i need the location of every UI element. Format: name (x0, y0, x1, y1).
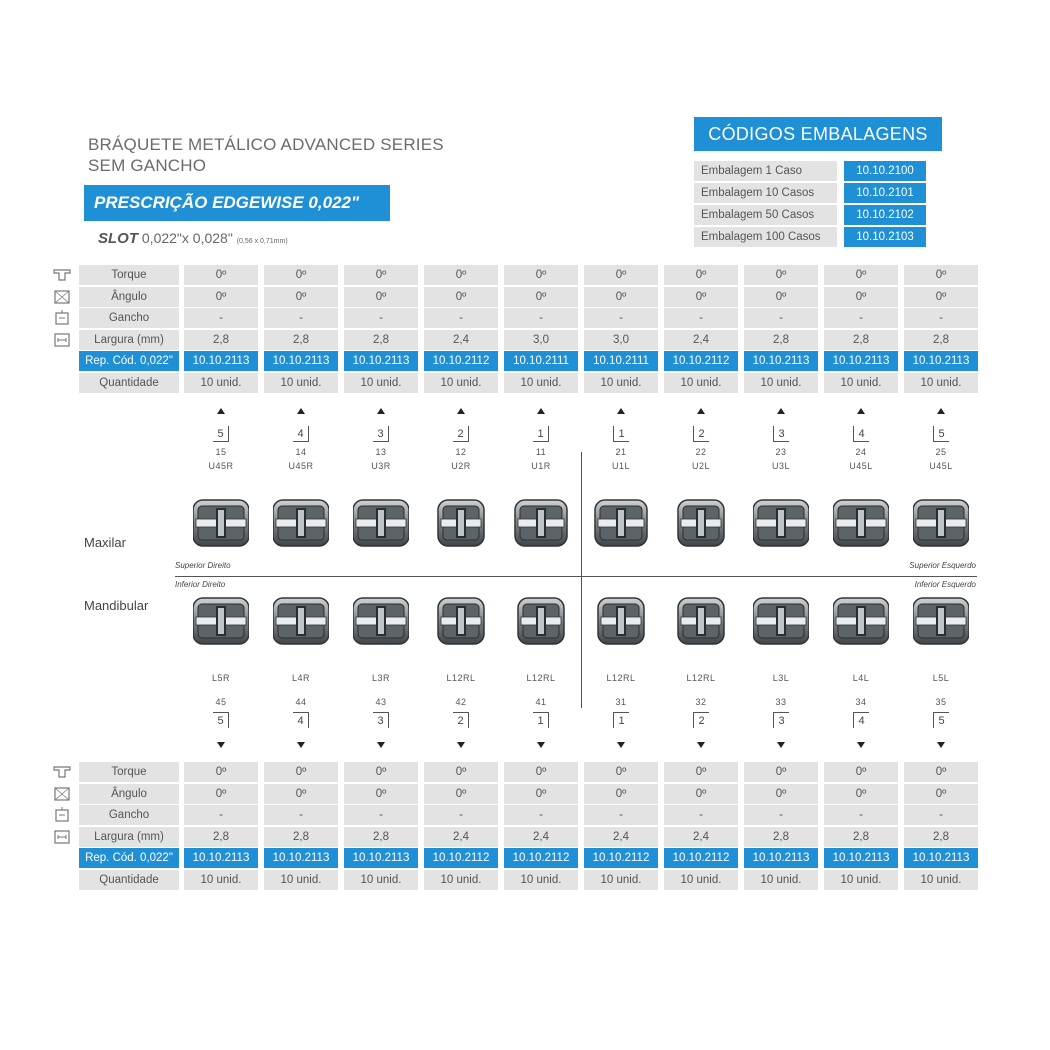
occlusal-line (175, 576, 977, 577)
slot-type-upper: U45R (288, 461, 314, 471)
bracket-upper-icon (913, 495, 969, 551)
packaging-code: 10.10.2102 (844, 205, 926, 225)
upper-cell-code: 10.10.2113 (904, 351, 978, 371)
palmer-upper: 5 (213, 426, 229, 442)
upper-cell-angle: 0º (424, 287, 498, 307)
product-title-line2: SEM GANCHO (88, 156, 207, 175)
upper-cell-width: 3,0 (584, 330, 658, 350)
lower-cell-qty: 10 unid. (264, 870, 338, 890)
slot-label: SLOT (98, 230, 138, 247)
bracket-lower-icon (273, 593, 329, 649)
lower-cell-code: 10.10.2113 (744, 848, 818, 868)
upper-row-label: Rep. Cód. 0,022" (79, 351, 179, 371)
bracket-lower-icon (593, 593, 649, 649)
lower-cell-qty: 10 unid. (424, 870, 498, 890)
lower-cell-hook: - (424, 805, 498, 825)
lower-cell-angle: 0º (744, 784, 818, 804)
upper-cell-hook: - (424, 308, 498, 328)
upper-cell-width: 2,4 (664, 330, 738, 350)
fdi-lower: 33 (775, 697, 787, 707)
bracket-lower-icon (513, 593, 569, 649)
hook-icon (52, 807, 72, 823)
lower-cell-hook: - (904, 805, 978, 825)
torque-icon (52, 764, 72, 780)
upper-cell-code: 10.10.2113 (344, 351, 418, 371)
slot-type-lower: L4L (852, 673, 870, 683)
upper-cell-width: 2,4 (424, 330, 498, 350)
lower-cell-qty: 10 unid. (664, 870, 738, 890)
slot-type-upper: U2R (451, 461, 471, 471)
slot-type-lower: L12RL (606, 673, 636, 683)
upper-cell-torque: 0º (184, 265, 258, 285)
up-arrow-icon (777, 408, 785, 414)
lower-row-label: Ângulo (79, 784, 179, 804)
lower-cell-torque: 0º (744, 762, 818, 782)
lower-cell-angle: 0º (424, 784, 498, 804)
palmer-upper: 4 (293, 426, 309, 442)
slot-type-lower: L5R (211, 673, 230, 683)
slot-type-upper: U1L (611, 461, 630, 471)
slot-type-upper: U45R (208, 461, 234, 471)
packaging-row (694, 161, 926, 181)
angle-icon (52, 289, 72, 305)
slot-type-lower: L3L (772, 673, 790, 683)
upper-cell-qty: 10 unid. (344, 373, 418, 393)
upper-cell-angle: 0º (504, 287, 578, 307)
fdi-lower: 43 (375, 697, 387, 707)
slot-type-lower: L5L (932, 673, 950, 683)
up-arrow-icon (217, 408, 225, 414)
palmer-lower: 4 (853, 712, 869, 728)
upper-cell-torque: 0º (504, 265, 578, 285)
lower-cell-qty: 10 unid. (744, 870, 818, 890)
upper-cell-torque: 0º (824, 265, 898, 285)
upper-cell-angle: 0º (664, 287, 738, 307)
upper-cell-torque: 0º (904, 265, 978, 285)
palmer-lower: 1 (613, 712, 629, 728)
lower-cell-code: 10.10.2113 (344, 848, 418, 868)
upper-cell-hook: - (504, 308, 578, 328)
down-arrow-icon (537, 742, 545, 748)
width-icon (52, 829, 72, 845)
lower-cell-width: 2,4 (664, 827, 738, 847)
down-arrow-icon (937, 742, 945, 748)
packaging-code: 10.10.2101 (844, 183, 926, 203)
slot-type-upper: U3R (371, 461, 391, 471)
slot-type-lower: L12RL (686, 673, 716, 683)
lower-cell-torque: 0º (904, 762, 978, 782)
fdi-upper: 13 (375, 447, 387, 457)
upper-cell-qty: 10 unid. (824, 373, 898, 393)
upper-cell-torque: 0º (264, 265, 338, 285)
packaging-label: Embalagem 1 Caso (694, 161, 837, 181)
packaging-label: Embalagem 50 Casos (694, 205, 837, 225)
fdi-upper: 14 (295, 447, 307, 457)
slot-type-lower: L12RL (526, 673, 556, 683)
slot-type-lower: L4R (291, 673, 310, 683)
fdi-lower: 35 (935, 697, 947, 707)
mandibular-label: Mandibular (84, 598, 149, 613)
lower-cell-torque: 0º (824, 762, 898, 782)
lower-cell-qty: 10 unid. (584, 870, 658, 890)
hook-icon (52, 310, 72, 326)
lower-cell-torque: 0º (344, 762, 418, 782)
fdi-lower: 31 (615, 697, 627, 707)
palmer-upper: 2 (693, 426, 709, 442)
upper-cell-hook: - (744, 308, 818, 328)
bracket-upper-icon (833, 495, 889, 551)
upper-cell-hook: - (904, 308, 978, 328)
lower-cell-code: 10.10.2112 (664, 848, 738, 868)
lower-cell-width: 2,8 (744, 827, 818, 847)
upper-cell-width: 2,8 (264, 330, 338, 350)
lower-cell-code: 10.10.2112 (424, 848, 498, 868)
palmer-upper: 3 (373, 426, 389, 442)
fdi-upper: 15 (215, 447, 227, 457)
lower-row-label: Rep. Cód. 0,022" (79, 848, 179, 868)
upper-cell-code: 10.10.2112 (664, 351, 738, 371)
bracket-upper-icon (593, 495, 649, 551)
lower-cell-width: 2,8 (264, 827, 338, 847)
fdi-lower: 34 (855, 697, 867, 707)
upper-cell-code: 10.10.2112 (424, 351, 498, 371)
bracket-upper-icon (513, 495, 569, 551)
upper-cell-code: 10.10.2113 (184, 351, 258, 371)
upper-cell-qty: 10 unid. (424, 373, 498, 393)
slot-type-lower: L12RL (446, 673, 476, 683)
lower-cell-width: 2,4 (424, 827, 498, 847)
lower-cell-angle: 0º (504, 784, 578, 804)
upper-cell-qty: 10 unid. (184, 373, 258, 393)
fdi-upper: 23 (775, 447, 787, 457)
lower-cell-hook: - (664, 805, 738, 825)
lower-cell-code: 10.10.2113 (824, 848, 898, 868)
upper-cell-angle: 0º (264, 287, 338, 307)
packaging-label: Embalagem 100 Casos (694, 227, 837, 247)
slot-value: 0,022"x 0,028" (138, 230, 233, 246)
fdi-upper: 21 (615, 447, 627, 457)
maxilar-label: Maxilar (84, 535, 126, 550)
upper-cell-width: 2,8 (824, 330, 898, 350)
packaging-row (694, 183, 926, 203)
upper-cell-width: 2,8 (904, 330, 978, 350)
upper-cell-code: 10.10.2111 (584, 351, 658, 371)
lower-row-label: Torque (79, 762, 179, 782)
lower-cell-code: 10.10.2113 (904, 848, 978, 868)
lower-cell-hook: - (264, 805, 338, 825)
lower-cell-hook: - (824, 805, 898, 825)
prescription-banner: PRESCRIÇÃO EDGEWISE 0,022" (84, 185, 390, 221)
quadrant-lower-left: Inferior Esquerdo (914, 580, 976, 589)
upper-cell-qty: 10 unid. (904, 373, 978, 393)
lower-cell-qty: 10 unid. (904, 870, 978, 890)
lower-cell-hook: - (584, 805, 658, 825)
lower-cell-qty: 10 unid. (824, 870, 898, 890)
upper-cell-torque: 0º (664, 265, 738, 285)
lower-cell-angle: 0º (904, 784, 978, 804)
product-title (88, 134, 444, 176)
upper-cell-torque: 0º (424, 265, 498, 285)
upper-cell-code: 10.10.2113 (264, 351, 338, 371)
lower-cell-hook: - (344, 805, 418, 825)
down-arrow-icon (697, 742, 705, 748)
lower-cell-angle: 0º (584, 784, 658, 804)
fdi-upper: 24 (855, 447, 867, 457)
upper-cell-code: 10.10.2111 (504, 351, 578, 371)
upper-cell-qty: 10 unid. (664, 373, 738, 393)
lower-cell-code: 10.10.2112 (584, 848, 658, 868)
lower-cell-qty: 10 unid. (504, 870, 578, 890)
slot-type-upper: U3L (771, 461, 790, 471)
bracket-upper-icon (273, 495, 329, 551)
lower-cell-angle: 0º (184, 784, 258, 804)
angle-icon (52, 786, 72, 802)
product-title-line1: BRÁQUETE METÁLICO ADVANCED SERIES (88, 135, 444, 154)
lower-row-label: Largura (mm) (79, 827, 179, 847)
lower-cell-width: 2,8 (904, 827, 978, 847)
slot-type-upper: U45L (929, 461, 953, 471)
bracket-lower-icon (753, 593, 809, 649)
quadrant-upper-right: Superior Direito (175, 561, 231, 570)
lower-cell-width: 2,8 (344, 827, 418, 847)
up-arrow-icon (937, 408, 945, 414)
lower-cell-torque: 0º (664, 762, 738, 782)
lower-cell-code: 10.10.2112 (504, 848, 578, 868)
up-arrow-icon (457, 408, 465, 414)
lower-cell-width: 2,8 (184, 827, 258, 847)
upper-cell-torque: 0º (744, 265, 818, 285)
palmer-lower: 2 (453, 712, 469, 728)
palmer-upper: 1 (613, 426, 629, 442)
midline (581, 452, 582, 708)
bracket-lower-icon (353, 593, 409, 649)
lower-row-label: Quantidade (79, 870, 179, 890)
upper-cell-hook: - (264, 308, 338, 328)
bracket-lower-icon (193, 593, 249, 649)
packaging-code: 10.10.2103 (844, 227, 926, 247)
up-arrow-icon (857, 408, 865, 414)
upper-cell-torque: 0º (584, 265, 658, 285)
palmer-lower: 1 (533, 712, 549, 728)
palmer-lower: 4 (293, 712, 309, 728)
palmer-lower: 3 (773, 712, 789, 728)
upper-cell-angle: 0º (584, 287, 658, 307)
upper-cell-qty: 10 unid. (584, 373, 658, 393)
slot-type-upper: U1R (531, 461, 551, 471)
down-arrow-icon (617, 742, 625, 748)
upper-cell-hook: - (584, 308, 658, 328)
fdi-upper: 12 (455, 447, 467, 457)
up-arrow-icon (537, 408, 545, 414)
upper-cell-hook: - (344, 308, 418, 328)
upper-cell-angle: 0º (184, 287, 258, 307)
quadrant-lower-right: Inferior Direito (175, 580, 226, 589)
upper-cell-angle: 0º (344, 287, 418, 307)
fdi-upper: 11 (535, 447, 547, 457)
down-arrow-icon (457, 742, 465, 748)
up-arrow-icon (617, 408, 625, 414)
up-arrow-icon (697, 408, 705, 414)
upper-cell-qty: 10 unid. (744, 373, 818, 393)
lower-row-label: Gancho (79, 805, 179, 825)
packaging-codes-title: CÓDIGOS EMBALAGENS (694, 117, 942, 151)
fdi-lower: 42 (455, 697, 467, 707)
width-icon (52, 332, 72, 348)
bracket-lower-icon (833, 593, 889, 649)
lower-cell-angle: 0º (664, 784, 738, 804)
down-arrow-icon (857, 742, 865, 748)
lower-cell-code: 10.10.2113 (184, 848, 258, 868)
upper-cell-hook: - (664, 308, 738, 328)
upper-cell-width: 2,8 (744, 330, 818, 350)
upper-cell-angle: 0º (824, 287, 898, 307)
down-arrow-icon (377, 742, 385, 748)
upper-cell-code: 10.10.2113 (744, 351, 818, 371)
bracket-lower-icon (433, 593, 489, 649)
packaging-label: Embalagem 10 Casos (694, 183, 837, 203)
upper-row-label: Largura (mm) (79, 330, 179, 350)
lower-cell-qty: 10 unid. (184, 870, 258, 890)
lower-cell-torque: 0º (424, 762, 498, 782)
upper-cell-width: 2,8 (184, 330, 258, 350)
fdi-lower: 32 (695, 697, 707, 707)
slot-type-upper: U2L (691, 461, 710, 471)
palmer-upper: 2 (453, 426, 469, 442)
bracket-lower-icon (673, 593, 729, 649)
upper-cell-width: 2,8 (344, 330, 418, 350)
palmer-lower: 5 (213, 712, 229, 728)
upper-cell-torque: 0º (344, 265, 418, 285)
lower-cell-width: 2,4 (584, 827, 658, 847)
up-arrow-icon (297, 408, 305, 414)
fdi-lower: 41 (535, 697, 547, 707)
lower-cell-angle: 0º (824, 784, 898, 804)
lower-cell-width: 2,4 (504, 827, 578, 847)
lower-cell-angle: 0º (264, 784, 338, 804)
fdi-lower: 44 (295, 697, 307, 707)
packaging-code: 10.10.2100 (844, 161, 926, 181)
packaging-row (694, 227, 926, 247)
upper-cell-qty: 10 unid. (504, 373, 578, 393)
upper-cell-code: 10.10.2113 (824, 351, 898, 371)
down-arrow-icon (297, 742, 305, 748)
palmer-upper: 3 (773, 426, 789, 442)
upper-cell-hook: - (824, 308, 898, 328)
palmer-lower: 3 (373, 712, 389, 728)
palmer-upper: 5 (933, 426, 949, 442)
palmer-lower: 2 (693, 712, 709, 728)
lower-cell-hook: - (504, 805, 578, 825)
bracket-upper-icon (353, 495, 409, 551)
lower-cell-width: 2,8 (824, 827, 898, 847)
slot-type-upper: U45L (849, 461, 873, 471)
bracket-lower-icon (913, 593, 969, 649)
quadrant-upper-left: Superior Esquerdo (909, 561, 976, 570)
bracket-upper-icon (673, 495, 729, 551)
upper-cell-hook: - (184, 308, 258, 328)
bracket-upper-icon (433, 495, 489, 551)
down-arrow-icon (777, 742, 785, 748)
bracket-upper-icon (193, 495, 249, 551)
lower-cell-torque: 0º (584, 762, 658, 782)
upper-row-label: Quantidade (79, 373, 179, 393)
lower-cell-torque: 0º (504, 762, 578, 782)
lower-cell-hook: - (184, 805, 258, 825)
upper-row-label: Ângulo (79, 287, 179, 307)
lower-cell-qty: 10 unid. (344, 870, 418, 890)
palmer-upper: 1 (533, 426, 549, 442)
down-arrow-icon (217, 742, 225, 748)
fdi-upper: 22 (695, 447, 707, 457)
fdi-upper: 25 (935, 447, 947, 457)
slot-mm: (0,56 x 0,71mm) (236, 238, 288, 245)
bracket-upper-icon (753, 495, 809, 551)
upper-cell-angle: 0º (904, 287, 978, 307)
upper-row-label: Gancho (79, 308, 179, 328)
upper-cell-angle: 0º (744, 287, 818, 307)
fdi-lower: 45 (215, 697, 227, 707)
upper-row-label: Torque (79, 265, 179, 285)
upper-cell-width: 3,0 (504, 330, 578, 350)
upper-cell-qty: 10 unid. (264, 373, 338, 393)
palmer-upper: 4 (853, 426, 869, 442)
lower-cell-hook: - (744, 805, 818, 825)
lower-cell-torque: 0º (184, 762, 258, 782)
torque-icon (52, 267, 72, 283)
packaging-row (694, 205, 926, 225)
slot-spec (98, 230, 288, 247)
lower-cell-angle: 0º (344, 784, 418, 804)
palmer-lower: 5 (933, 712, 949, 728)
up-arrow-icon (377, 408, 385, 414)
lower-cell-torque: 0º (264, 762, 338, 782)
slot-type-lower: L3R (371, 673, 390, 683)
lower-cell-code: 10.10.2113 (264, 848, 338, 868)
